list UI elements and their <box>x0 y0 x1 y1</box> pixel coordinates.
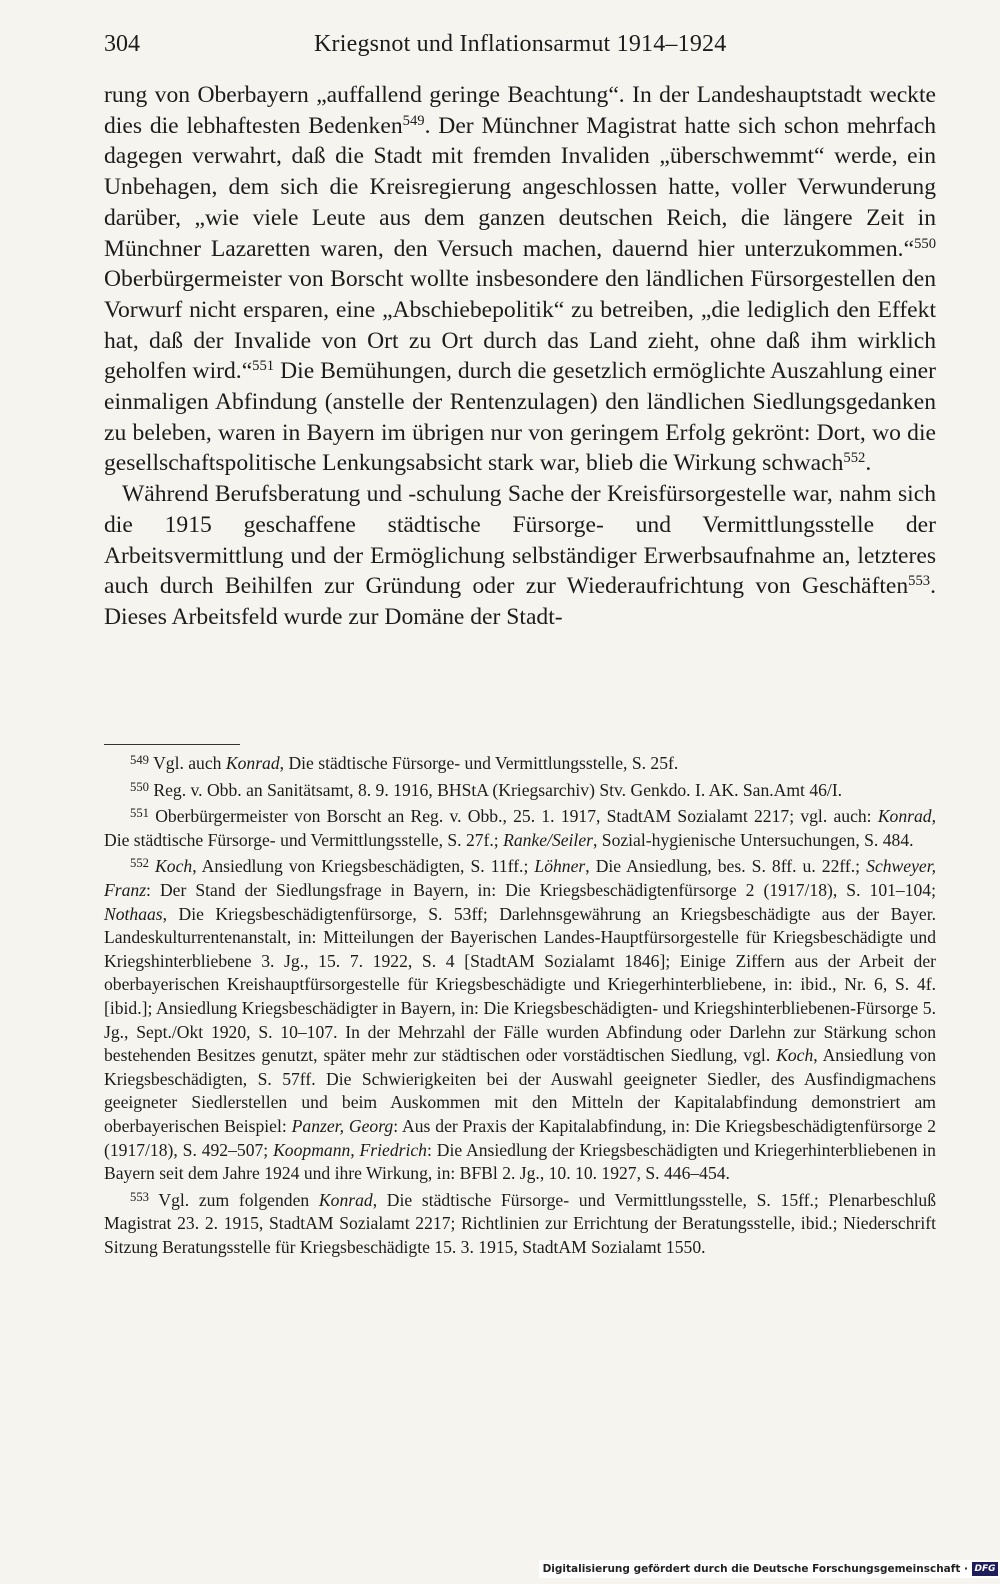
text-span: Die Bemühungen, durch die gesetzlich ermöglichte Auszahlung einer einmaligen Abfindung (anstelle der Rentenzulagen) den ländlichen Siedlungsgedanken zu beleben, waren in Bayern im übrigen nur von geringem Erfolg gekrönt: Dort, wo die gesellschaftspolitische Lenkungsabsicht stark war, blieb die Wirkung schwach <box>104 358 937 477</box>
footnote-separator <box>104 744 240 745</box>
author-name: Konrad <box>877 806 932 827</box>
footnote-ref-553: 553 <box>908 573 931 590</box>
running-title: Kriegsnot und Inflationsarmut 1914–1924 <box>314 31 727 57</box>
footnote-552 <box>104 855 936 1185</box>
paragraph-1 <box>104 80 936 479</box>
text-span: rung von Oberbayern „auffallend geringe Beachtung“. In der Landeshauptstadt weckte dies die lebhaftesten Bedenken <box>104 82 936 139</box>
footnote-text: , Die Kriegsbeschädigtenfürsorge, S. 53ff; Darlehnsgewährung an Kriegsbeschädigte aus der Bayer. Landeskulturrentenanstalt, in: Mitteilungen der Bayerischen Landes-Hauptfürsorgestelle für Kriegsbeschädigte und Kriegshinterbliebene 3. Jg., 15. 7. 1922, S. 4 [StadtAM Sozialamt 1846]; Einige Ziffern aus der Arbeit der oberbayerischen Kreishauptfürsorgestelle für Kriegsbeschädigte und Kriegerhinterbliebene, in: ibid., Nr. 6, S. 4f. [ibid.]; Ansiedlung Kriegsbeschädigter in Bayern, in: Die Kriegsbeschädigten- und Kriegshinterbliebenen-Fürsorge 5. Jg., Sept./Okt 1920, S. 10–107. In der Mehrzahl der Fälle wurden Abfindung oder Darlehn zur Stärkung schon bestehenden Besitzes genutzt, später mehr zur städtischen oder vorstädtischen Siedlung, vgl. <box>104 903 936 1066</box>
digitization-notice-text: Digitalisierung gefördert durch die Deutsche Forschungsgemeinschaft · <box>542 1563 968 1575</box>
footnotes <box>104 752 936 1262</box>
footnote-ref-551: 551 <box>252 358 275 375</box>
page-number: 304 <box>104 31 140 57</box>
footnote-text: Oberbürgermeister von Borscht an Reg. v. Obb., 25. 1. 1917, StadtAM Sozialamt 2217; vgl. auch: <box>148 806 878 827</box>
footnote-553 <box>104 1189 936 1260</box>
footnote-551 <box>104 805 936 852</box>
page-header <box>104 24 936 64</box>
footnote-text: Vgl. auch <box>148 753 226 773</box>
footnote-text: : Aus der Praxis der Kapitalabfindung, in: Die Kriegsbeschädigtenfürsorge 2 (1917/18), S. 492–507; <box>104 1115 936 1160</box>
text-span: Während Berufsberatung und -schulung Sache der Kreisfürsorgestelle war, nahm sich die 1915 geschaffene städtische Fürsorge- und Vermittlungsstelle der Arbeitsvermittlung und der Ermöglichung selbständiger Erwerbsaufnahme an, letzteres auch durch Beihilfen zur Gründung oder zur Wiederaufrichtung von Geschäften <box>104 481 936 600</box>
author-name: Schweyer, Franz <box>104 856 936 900</box>
footnote-ref-550: 550 <box>914 235 936 252</box>
footnote-text: , Die städtische Fürsorge- und Vermittlungsstelle, S. 27f.; <box>104 806 936 850</box>
author-name: Koopmann, Friedrich <box>273 1139 427 1160</box>
footnote-549 <box>104 752 936 776</box>
footnote-text: : Der Stand der Siedlungsfrage in Bayern, in: Die Kriegsbeschädigtenfürsorge 2 (1917/18), S. 101–104; <box>146 879 936 900</box>
text-span: . <box>865 450 872 477</box>
text-span: . Dieses Arbeitsfeld wurde zur Domäne der Stadt- <box>104 573 936 630</box>
footnote-ref-552: 552 <box>843 450 866 467</box>
dfg-logo-icon: DFG <box>972 1562 998 1576</box>
main-text <box>104 80 936 633</box>
footnote-number: 549 <box>130 752 149 767</box>
footnote-text: , Die Ansiedlung, bes. S. 8ff. u. 22ff.; <box>585 856 867 877</box>
footnote-text: , Sozial-hygienische Untersuchungen, S. 484. <box>592 829 914 850</box>
author-name: Löhner <box>534 856 586 877</box>
footnote-text: , Die städtische Fürsorge- und Vermittlungsstelle, S. 15ff.; Plenarbeschluß Magistrat 23. 2. 1915, StadtAM Sozialamt 2217; Richtlinien zur Errichtung der Beratungsstelle, ibid.; Niederschrift Sitzung Beratungsstelle für Kriegsbeschädigte 15. 3. 1915, StadtAM Sozialamt 1550. <box>104 1189 936 1257</box>
author-name: Konrad <box>318 1189 373 1210</box>
author-name: Koch <box>776 1045 814 1066</box>
footnote-text: : Die Ansiedlung der Kriegsbeschädigten und Kriegerhinterbliebenen in Bayern seit dem Jahre 1924 und ihre Wirkung, in: BFBl 2. Jg., 10. 10. 1927, S. 446–454. <box>104 1139 936 1184</box>
footnote-text: , Die städtische Fürsorge- und Vermittlungsstelle, S. 25f. <box>279 753 679 773</box>
text-span: . Der Münchner Magistrat hatte sich schon mehrfach dagegen verwahrt, daß die Stadt mit fremden Invaliden „überschwemmt“ werde, ein Unbehagen, dem sich die Kreisregierung angeschlossen hatte, voller Verwunderung darüber, „wie viele Leute aus dem ganzen deutschen Reich, die längere Zeit in Münchner Lazaretten waren, den Versuch machen, dauernd hier unterzukommen.“ <box>104 112 936 262</box>
footnote-text: , Ansiedlung von Kriegsbeschädigten, S. 57ff. Die Schwierigkeiten bei der Auswahl geeigneter Siedler, des Ausfindigmachens geeigneter Siedlerstellen und beim Auskommen mit den Mitteln der Kapitalabfindung demonstriert am oberbayerischen Beispiel: <box>104 1045 936 1136</box>
author-name: Konrad <box>225 753 280 773</box>
footnote-text: , Ansiedlung von Kriegsbeschädigten, S. 11ff.; <box>192 856 535 877</box>
footnote-number: 551 <box>130 806 149 821</box>
footnote-550 <box>104 779 936 803</box>
footnote-number: 550 <box>130 779 149 794</box>
footnote-ref-549: 549 <box>402 112 425 129</box>
footnote-number: 553 <box>130 1189 149 1204</box>
author-name: Koch <box>155 856 193 877</box>
text-span: Oberbürgermeister von Borscht wollte insbesondere den ländlichen Fürsorgestellen den Vorwurf nicht ersparen, eine „Abschiebepolitik“ zu betreiben, „die lediglich den Effekt hat, daß der Invalide von Ort zu Ort durch das Land zieht, ohne daß ihm wirklich geholfen wird.“ <box>104 266 936 385</box>
author-name: Nothaas <box>104 903 163 924</box>
author-name: Panzer, Georg <box>291 1115 394 1136</box>
paragraph-2 <box>104 479 936 633</box>
footnote-number: 552 <box>130 856 149 871</box>
footnote-text: Vgl. zum folgenden <box>148 1189 319 1210</box>
author-name: Ranke/Seiler <box>503 829 593 850</box>
footnote-text: Reg. v. Obb. an Sanitätsamt, 8. 9. 1916, BHStA (Kriegsarchiv) Stv. Genkdo. I. AK. San.Amt 46/I. <box>148 779 843 800</box>
digitization-notice <box>539 1560 1000 1578</box>
